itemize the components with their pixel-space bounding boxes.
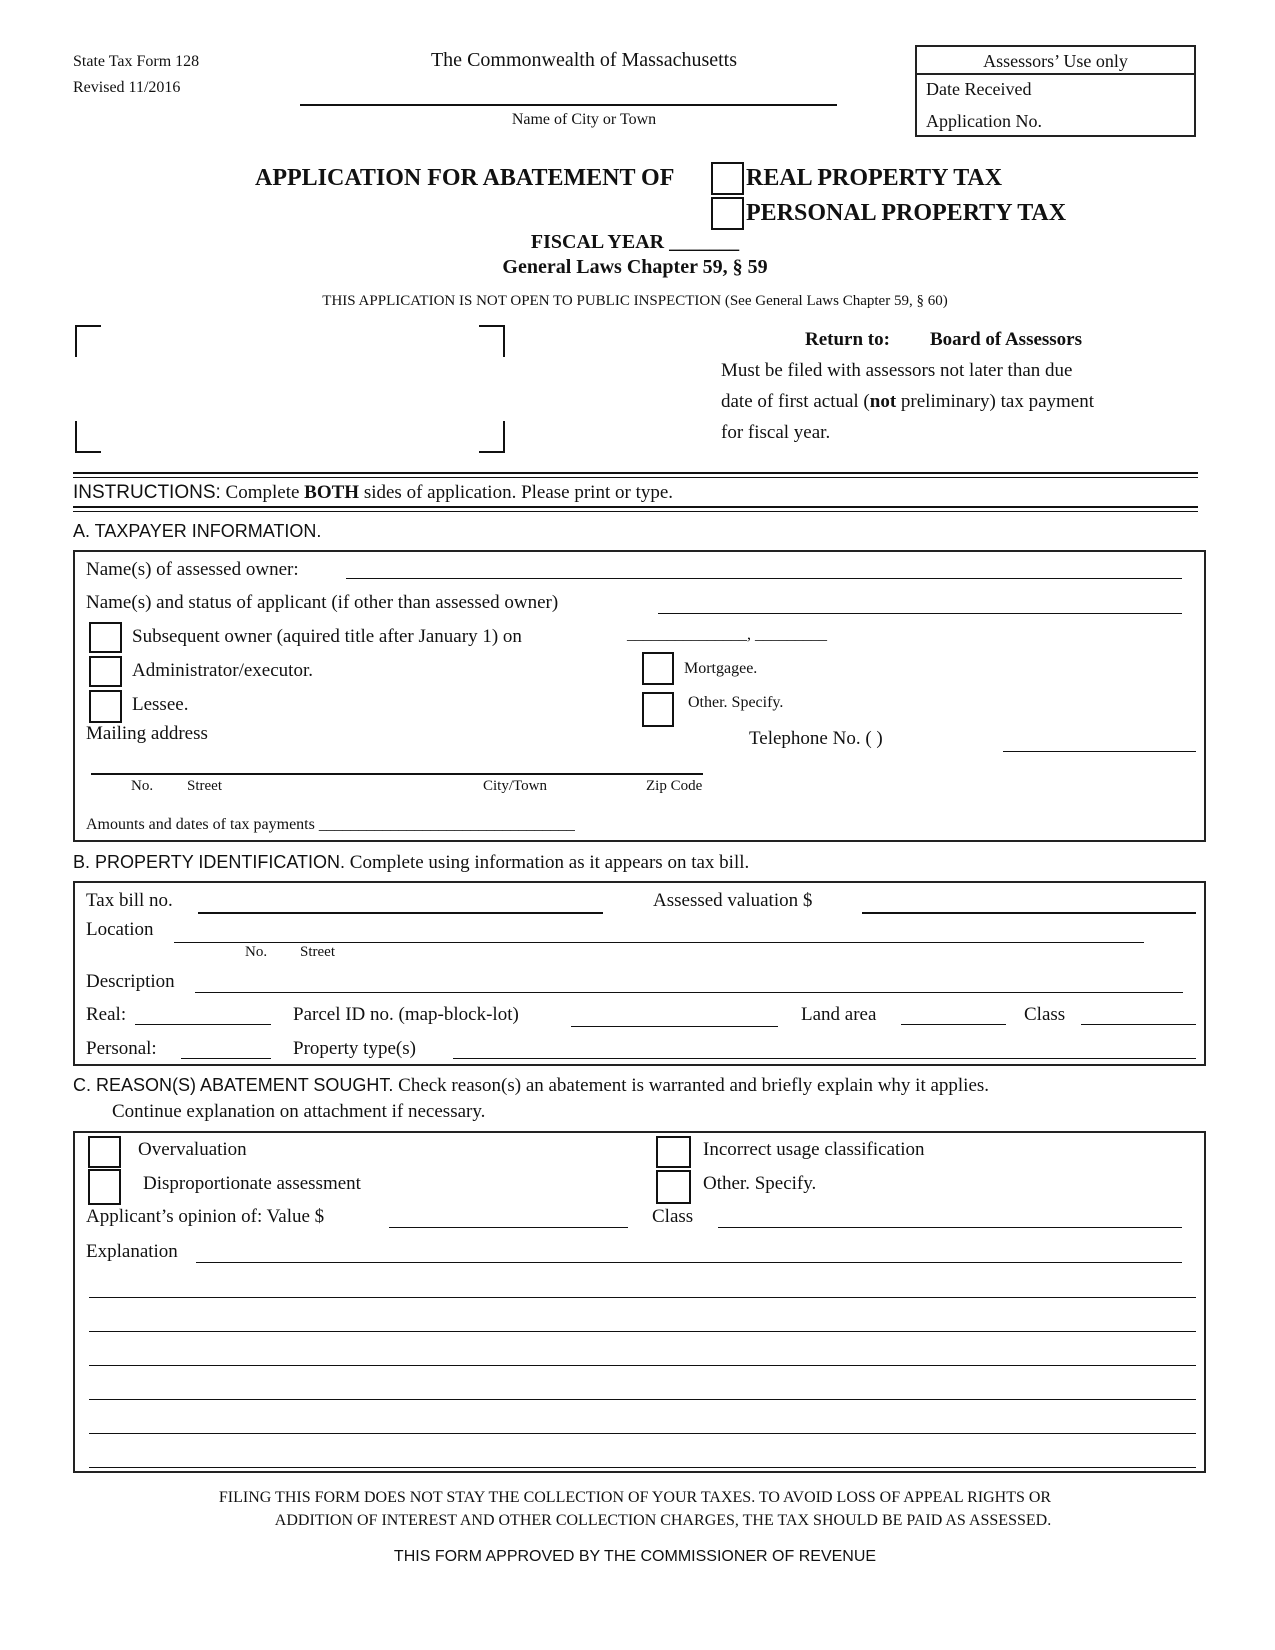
other-reason-checkbox[interactable] [656,1170,691,1204]
mailing-address-field[interactable] [91,773,703,775]
city-name-field[interactable] [300,104,837,106]
application-no-label: Application No. [926,111,1042,131]
opinion-value-field[interactable] [389,1227,628,1228]
assessed-valuation-field[interactable] [862,912,1196,914]
other-reason-label: Other. Specify. [703,1173,817,1194]
explanation-line[interactable] [89,1433,1196,1434]
other-label: Other. Specify. [688,694,784,711]
address-window-corner [75,325,101,357]
property-id-box [73,881,1206,1066]
overvaluation-label: Overvaluation [138,1139,247,1160]
section-c-title: C. REASON(S) ABATEMENT SOUGHT. [73,1075,394,1095]
inspection-notice: THIS APPLICATION IS NOT OPEN TO PUBLIC INSPECTION (See General Laws Chapter 59, § 60) [322,293,948,309]
mailing-address-label: Mailing address [86,723,208,744]
personal-property-checkbox[interactable] [711,197,744,230]
land-area-field[interactable] [901,1024,1006,1025]
applicant-label: Name(s) and status of applicant (if other than assessed owner) [86,592,559,613]
filing-deadline-line3: for fiscal year. [721,422,831,443]
divider [73,472,1198,478]
instructions-text: sides of application. Please print or type. [359,482,674,503]
address-window-corner [479,421,505,453]
instructions-text: Complete [220,482,305,503]
mortgagee-checkbox[interactable] [642,652,674,685]
city-caption: Name of City or Town [511,111,657,128]
subsequent-owner-checkbox[interactable] [89,622,122,653]
explanation-label: Explanation [86,1241,178,1262]
description-label: Description [86,971,175,992]
instructions-label: INSTRUCTIONS: [73,482,221,503]
personal-property-label: PERSONAL PROPERTY TAX [746,200,1067,226]
deadline-text: date of first actual ( [721,391,870,412]
administrator-label: Administrator/executor. [132,660,313,681]
section-a-heading: A. TAXPAYER INFORMATION. [73,521,322,541]
instructions [73,483,673,502]
filing-deadline-line2 [721,392,1094,411]
footer-warning-line2: ADDITION OF INTEREST AND OTHER COLLECTION CHARGES, THE TAX SHOULD BE PAID AS ASSESSED. [274,1512,1052,1529]
addr-city-caption: City/Town [483,778,547,794]
administrator-checkbox[interactable] [89,656,122,687]
form-number: State Tax Form 128 [73,53,200,70]
telephone-label: Telephone No. ( ) [749,728,883,749]
section-b-heading [73,853,749,872]
assessors-box-title: Assessors’ Use only [917,47,1194,75]
deadline-emphasis: not [869,391,897,412]
property-type-field[interactable] [453,1058,1196,1059]
incorrect-classification-label: Incorrect usage classification [703,1139,925,1160]
filing-deadline-line1: Must be filed with assessors not later than due [721,360,1073,381]
location-field[interactable] [174,942,1144,943]
section-b-title: B. PROPERTY IDENTIFICATION. [73,852,346,872]
tax-bill-label: Tax bill no. [86,890,173,911]
assessed-valuation-label: Assessed valuation $ [653,890,813,911]
divider [73,506,1198,512]
footer-warning-line1: FILING THIS FORM DOES NOT STAY THE COLLECTION OF YOUR TAXES. TO AVOID LOSS OF APPEAL RIGHTS OR [218,1489,1052,1506]
explanation-field[interactable] [196,1262,1182,1263]
addr-zip-caption: Zip Code [646,778,703,794]
owner-label: Name(s) of assessed owner: [86,559,299,580]
other-checkbox[interactable] [642,692,674,727]
owner-field[interactable] [346,578,1182,579]
form-title: APPLICATION FOR ABATEMENT OF [255,165,675,191]
mortgagee-label: Mortgagee. [684,660,758,677]
location-street-caption: Street [300,944,335,960]
opinion-value-label: Applicant’s opinion of: Value $ [86,1206,325,1227]
subsequent-owner-date-field[interactable]: _______________, _________ [627,626,827,643]
tax-bill-field[interactable] [198,912,603,914]
return-to-board: Board of Assessors [930,329,1083,350]
personal-field[interactable] [181,1058,271,1059]
return-to-label: Return to: [805,329,890,350]
subsequent-owner-label: Subsequent owner (aquired title after January 1) on [132,626,522,647]
deadline-text: preliminary) tax payment [896,391,1095,412]
section-b-subtitle: Complete using information as it appears on tax bill. [345,852,750,873]
lessee-label: Lessee. [132,694,189,715]
address-window-corner [479,325,505,357]
law-reference: General Laws Chapter 59, § 59 [502,256,768,278]
section-c-subtitle: Check reason(s) an abatement is warranted and briefly explain why it applies. [393,1075,990,1096]
incorrect-classification-checkbox[interactable] [656,1136,691,1168]
applicant-field[interactable] [658,613,1182,614]
real-label: Real: [86,1004,127,1025]
property-type-label: Property type(s) [293,1038,416,1059]
disproportionate-checkbox[interactable] [88,1169,121,1205]
tax-payments-field[interactable]: Amounts and dates of tax payments ________________________________ [86,816,575,833]
opinion-class-label: Class [652,1206,694,1227]
parcel-id-label: Parcel ID no. (map-block-lot) [293,1004,519,1025]
explanation-line[interactable] [89,1467,1196,1468]
section-c-heading [73,1076,989,1095]
overvaluation-checkbox[interactable] [88,1136,121,1168]
land-area-label: Land area [801,1004,877,1025]
class-label: Class [1024,1004,1066,1025]
date-received-label: Date Received [926,79,1032,99]
real-field[interactable] [135,1024,271,1025]
real-property-checkbox[interactable] [711,162,744,195]
fiscal-year: FISCAL YEAR _______ [530,231,740,253]
lessee-checkbox[interactable] [89,690,122,723]
parcel-id-field[interactable] [571,1026,778,1027]
instructions-emphasis: BOTH [304,482,360,503]
revised-date: Revised 11/2016 [73,79,181,96]
assessors-use-box [915,45,1196,137]
commonwealth-title: The Commonwealth of Massachusetts [430,49,738,71]
addr-no-caption: No. [131,778,154,794]
opinion-class-field[interactable] [718,1227,1182,1228]
explanation-line[interactable] [89,1297,1196,1298]
section-c-continue: Continue explanation on attachment if necessary. [112,1101,486,1122]
telephone-field[interactable] [1003,751,1196,752]
class-field[interactable] [1081,1024,1196,1025]
disproportionate-label: Disproportionate assessment [143,1173,361,1194]
real-property-label: REAL PROPERTY TAX [746,165,1003,191]
address-window-corner [75,421,101,453]
explanation-line[interactable] [89,1365,1196,1366]
explanation-line[interactable] [89,1331,1196,1332]
description-field[interactable] [195,992,1183,993]
location-no-caption: No. [245,944,268,960]
explanation-line[interactable] [89,1399,1196,1400]
personal-label: Personal: [86,1038,157,1059]
location-label: Location [86,919,154,940]
addr-street-caption: Street [187,778,222,794]
approval-notice: THIS FORM APPROVED BY THE COMMISSIONER OF REVENUE [393,1548,877,1565]
